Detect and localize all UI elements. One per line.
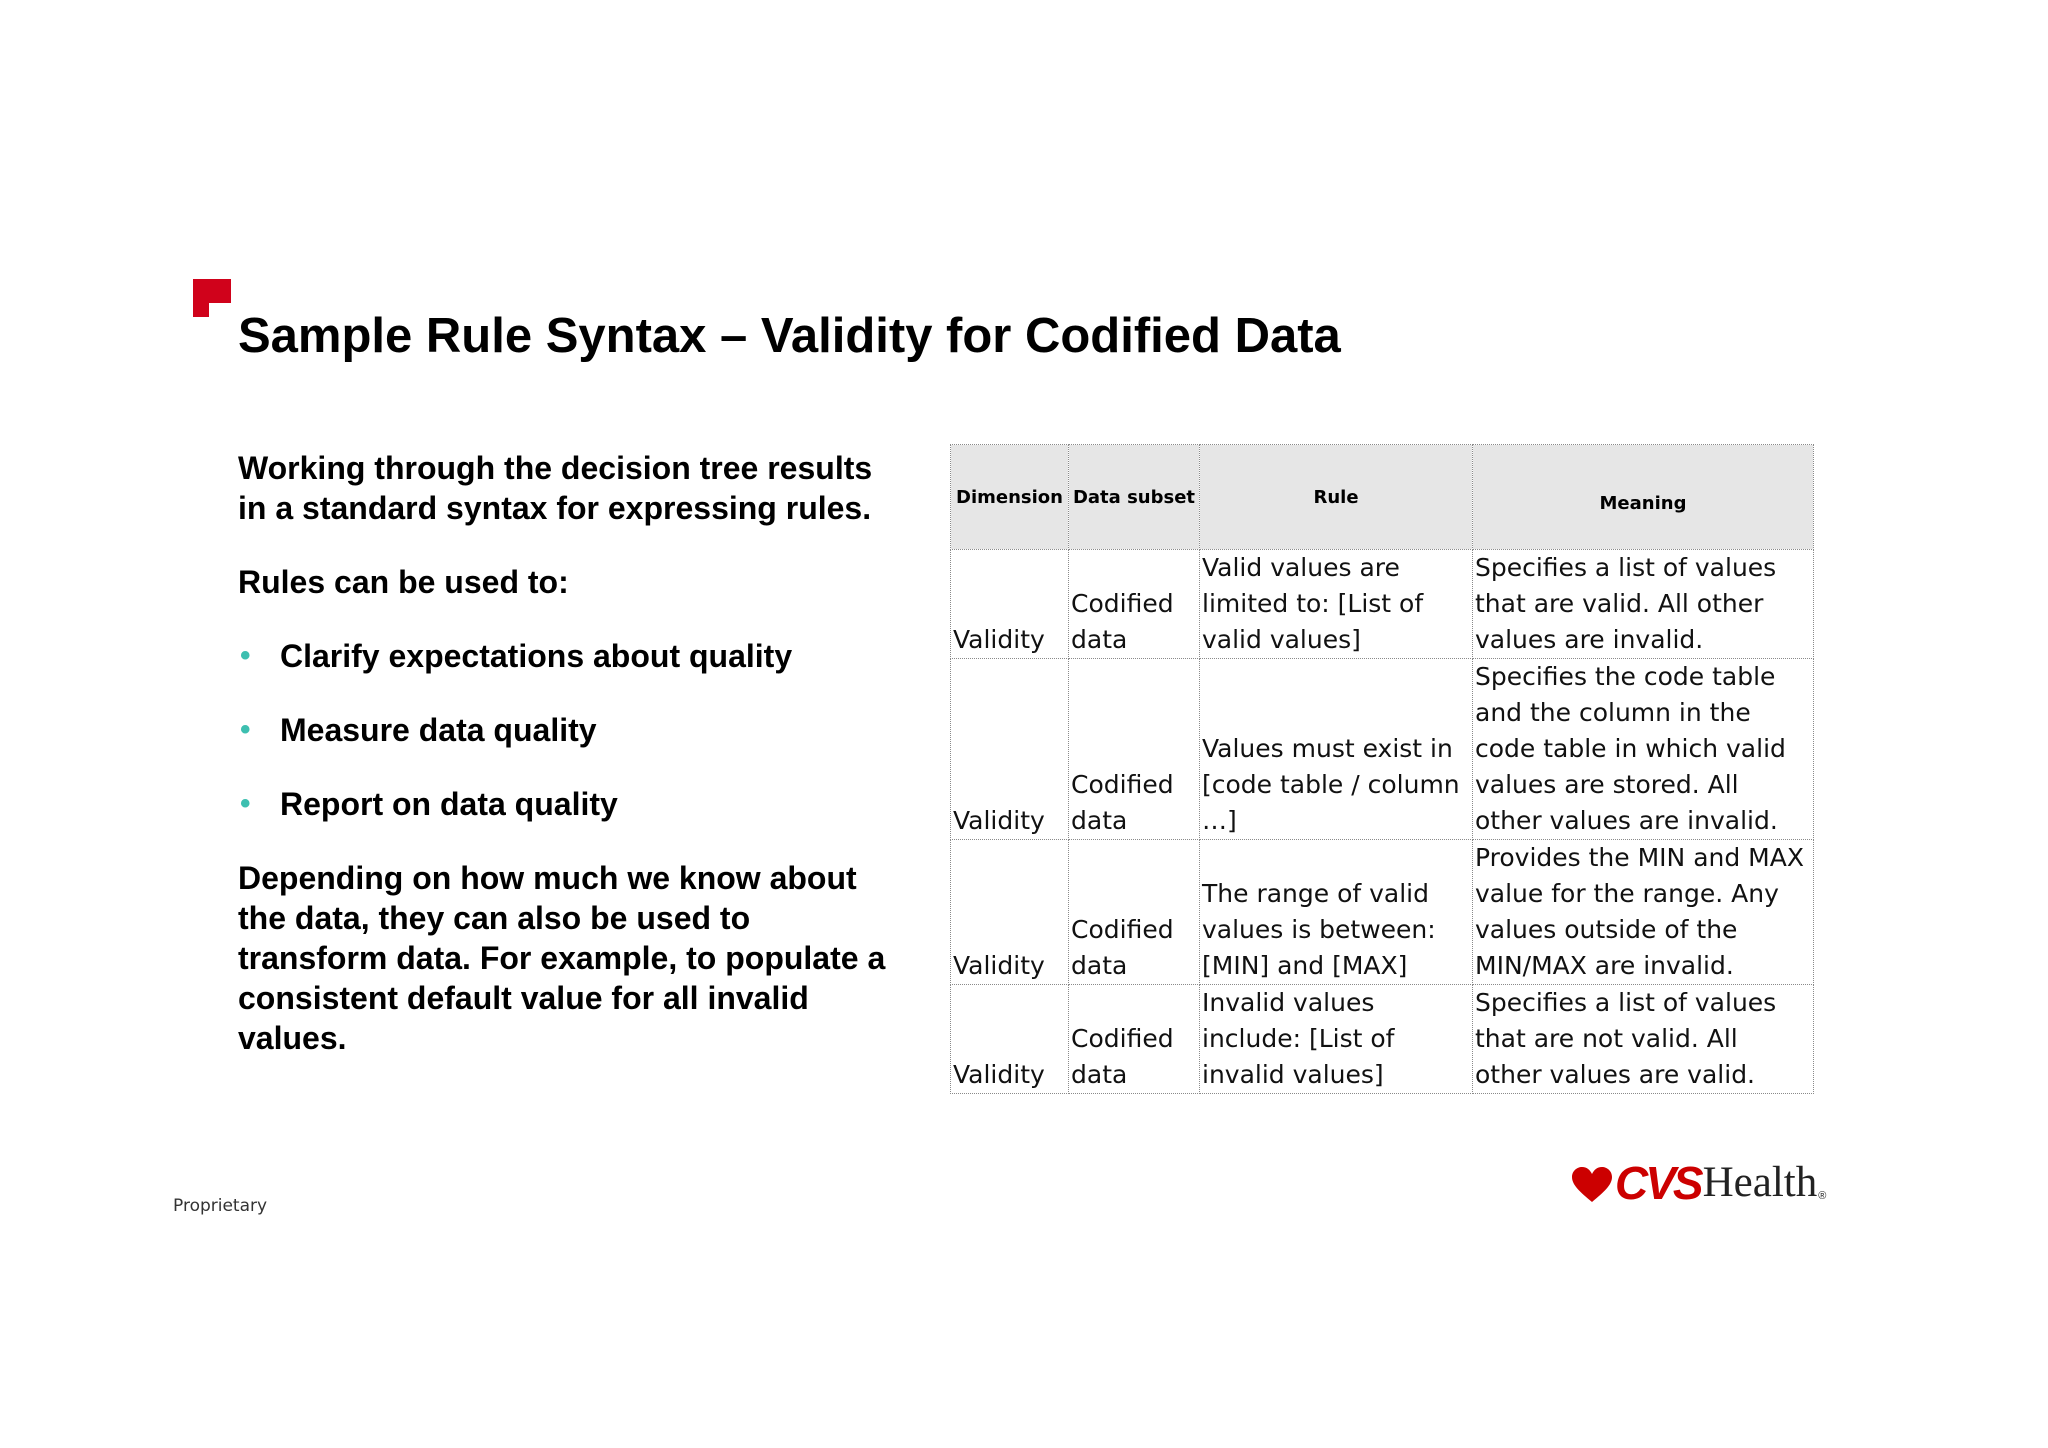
header-meaning: Meaning bbox=[1473, 445, 1814, 550]
cell-dimension: Validity bbox=[951, 659, 1069, 840]
cell-meaning: Specifies the code table and the column in the code table in which valid values are stored. All other values are invalid. bbox=[1473, 659, 1814, 840]
cell-data-subset: Codified data bbox=[1069, 985, 1200, 1094]
table-header-row bbox=[951, 445, 1814, 550]
table-row bbox=[951, 840, 1814, 985]
intro-paragraph: Working through the decision tree results in a standard syntax for expressing rules. bbox=[238, 450, 873, 526]
cell-dimension: Validity bbox=[951, 550, 1069, 659]
bullet-text: Report on data quality bbox=[280, 786, 618, 822]
rules-table bbox=[950, 444, 1814, 1094]
corner-accent-mark bbox=[193, 279, 231, 317]
footer-proprietary-label: Proprietary bbox=[173, 1196, 268, 1216]
bullet-item bbox=[238, 710, 898, 750]
bullet-list bbox=[238, 636, 898, 824]
bullet-dot-icon: • bbox=[240, 713, 251, 746]
cell-dimension: Validity bbox=[951, 985, 1069, 1094]
cell-meaning: Specifies a list of values that are not valid. All other values are valid. bbox=[1473, 985, 1814, 1094]
bullet-text: Measure data quality bbox=[280, 712, 597, 748]
closing-paragraph: Depending on how much we know about the data, they can also be used to transform data. For example, to populate a consistent default value for all invalid values. bbox=[238, 860, 886, 1056]
table-row bbox=[951, 659, 1814, 840]
cell-rule: Values must exist in [code table / column …] bbox=[1200, 659, 1473, 840]
rules-table-container bbox=[950, 444, 1814, 1094]
cvs-health-logo bbox=[1572, 1157, 1827, 1209]
cell-data-subset: Codified data bbox=[1069, 659, 1200, 840]
slide-title: Sample Rule Syntax – Validity for Codified Data bbox=[238, 309, 1341, 363]
cell-rule: Valid values are limited to: [List of valid values] bbox=[1200, 550, 1473, 659]
logo-health-text: Health bbox=[1702, 1159, 1818, 1206]
bullet-text: Clarify expectations about quality bbox=[280, 638, 793, 674]
header-dimension: Dimension bbox=[951, 445, 1069, 550]
header-data-subset: Data subset bbox=[1069, 445, 1200, 550]
rules-heading: Rules can be used to: bbox=[238, 564, 569, 600]
bullet-item bbox=[238, 636, 898, 676]
cell-dimension: Validity bbox=[951, 840, 1069, 985]
table-row bbox=[951, 550, 1814, 659]
heart-icon bbox=[1572, 1167, 1612, 1203]
registered-mark: ® bbox=[1818, 1190, 1827, 1202]
cell-rule: Invalid values include: [List of invalid values] bbox=[1200, 985, 1473, 1094]
cell-meaning: Specifies a list of values that are valid. All other values are invalid. bbox=[1473, 550, 1814, 659]
cell-data-subset: Codified data bbox=[1069, 840, 1200, 985]
cell-meaning: Provides the MIN and MAX value for the range. Any values outside of the MIN/MAX are invalid. bbox=[1473, 840, 1814, 985]
cell-rule: The range of valid values is between: [MIN] and [MAX] bbox=[1200, 840, 1473, 985]
bullet-dot-icon: • bbox=[240, 787, 251, 820]
bullet-dot-icon: • bbox=[240, 639, 251, 672]
bullet-item bbox=[238, 784, 898, 824]
body-text bbox=[238, 448, 898, 1058]
cell-data-subset: Codified data bbox=[1069, 550, 1200, 659]
header-rule: Rule bbox=[1200, 445, 1473, 550]
logo-cvs-text: CVS bbox=[1615, 1157, 1701, 1209]
table-row bbox=[951, 985, 1814, 1094]
